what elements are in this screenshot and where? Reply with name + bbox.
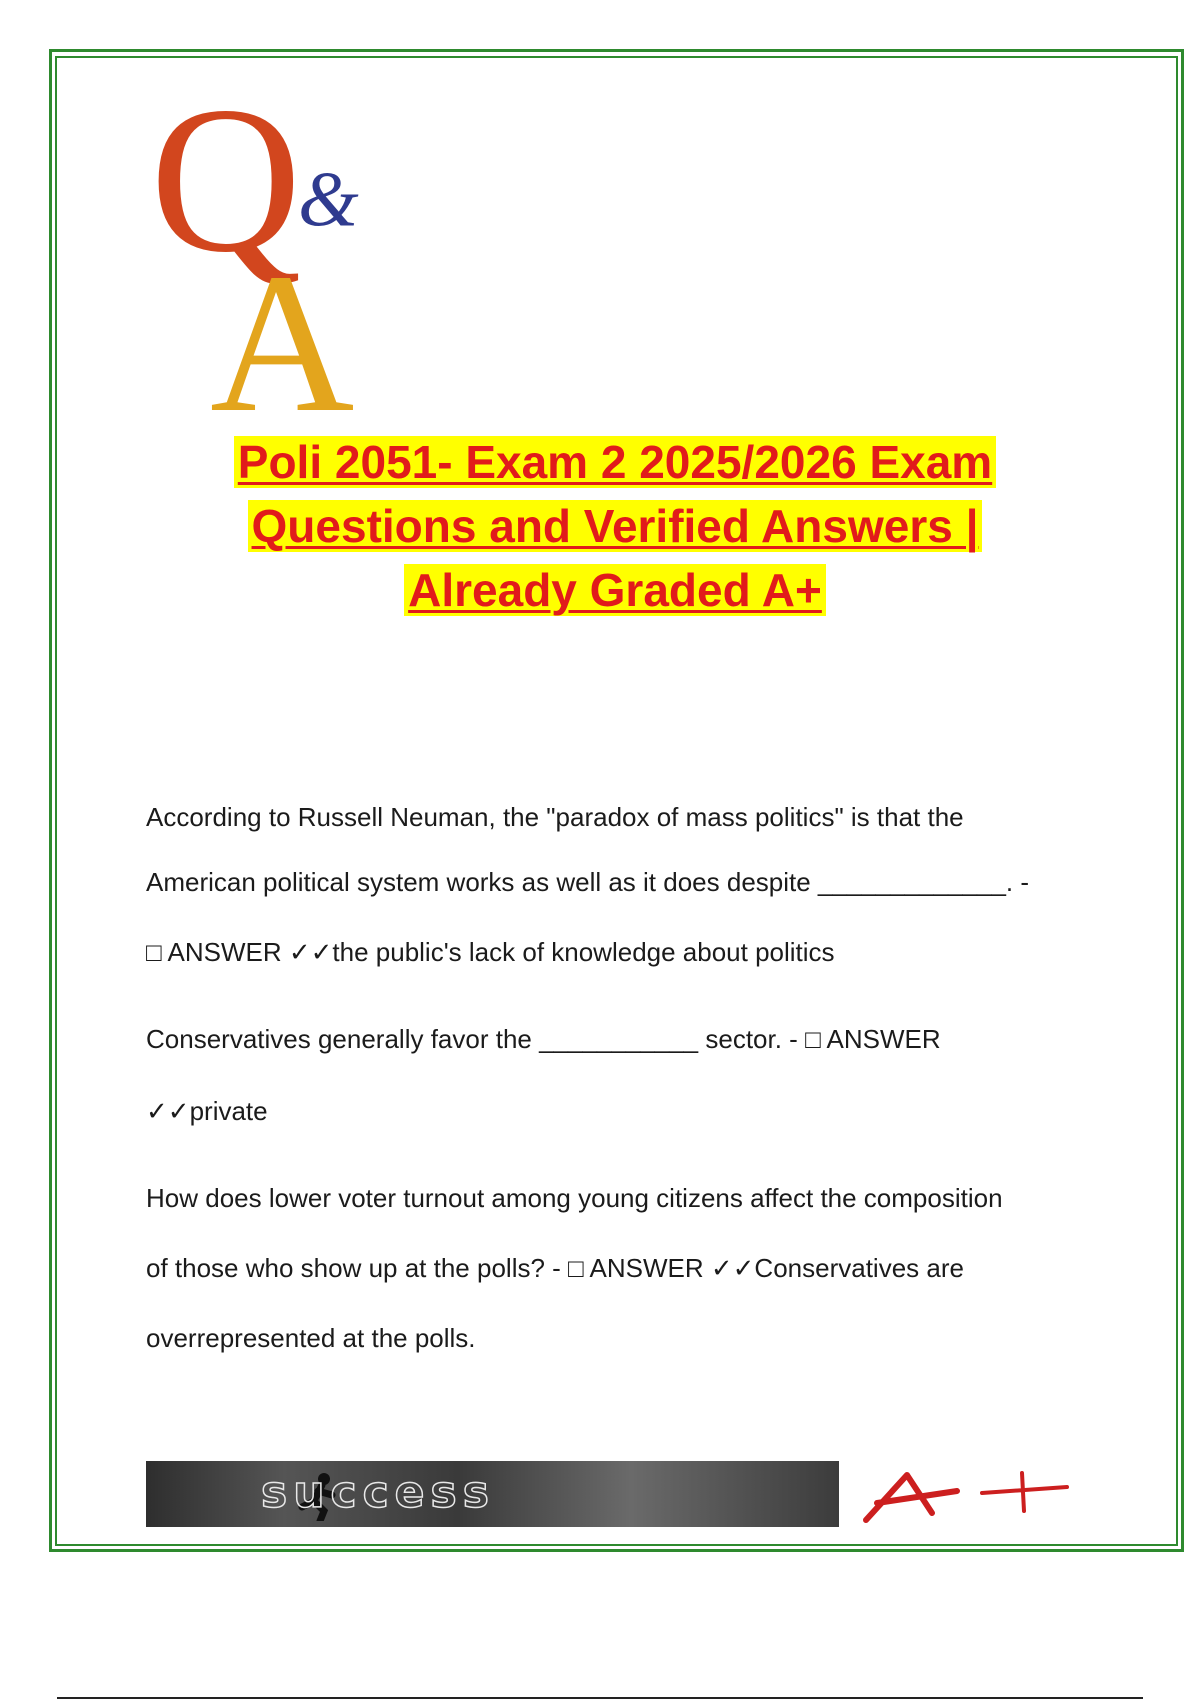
qa-item-3-line-2: of those who show up at the polls? - □ ANSWER ✓✓Conservatives are xyxy=(146,1253,964,1283)
qa-logo xyxy=(150,75,420,425)
title-line-2: Questions and Verified Answers | xyxy=(248,500,983,552)
document-title xyxy=(150,430,1080,622)
success-banner-image xyxy=(146,1461,839,1527)
qa-item-3-line-3: overrepresented at the polls. xyxy=(146,1323,476,1353)
title-line-1: Poli 2051- Exam 2 2025/2026 Exam xyxy=(234,436,996,488)
logo-q-letter: Q xyxy=(150,75,302,296)
qa-item-1-answer: □ ANSWER ✓✓the public's lack of knowledge about politics xyxy=(146,937,835,967)
banner-success-text: success xyxy=(261,1467,495,1518)
title-line-3: Already Graded A+ xyxy=(404,564,826,616)
qa-item-1-line-2: American political system works as well as it does despite _____________. - xyxy=(146,867,1030,897)
qa-item-1-line-1: According to Russell Neuman, the "paradox of mass politics" is that the xyxy=(146,802,964,832)
footer-rule xyxy=(57,1697,1143,1699)
qa-item-2-line-1: Conservatives generally favor the ___________ sector. - □ ANSWER xyxy=(146,1024,941,1054)
logo-a-letter: A xyxy=(210,233,355,425)
logo-ampersand: & xyxy=(298,155,359,242)
qa-item-2-answer: ✓✓private xyxy=(146,1096,268,1126)
qa-item-3-line-1: How does lower voter turnout among young citizens affect the composition xyxy=(146,1183,1003,1213)
a-plus-grade-icon xyxy=(862,1465,1072,1525)
